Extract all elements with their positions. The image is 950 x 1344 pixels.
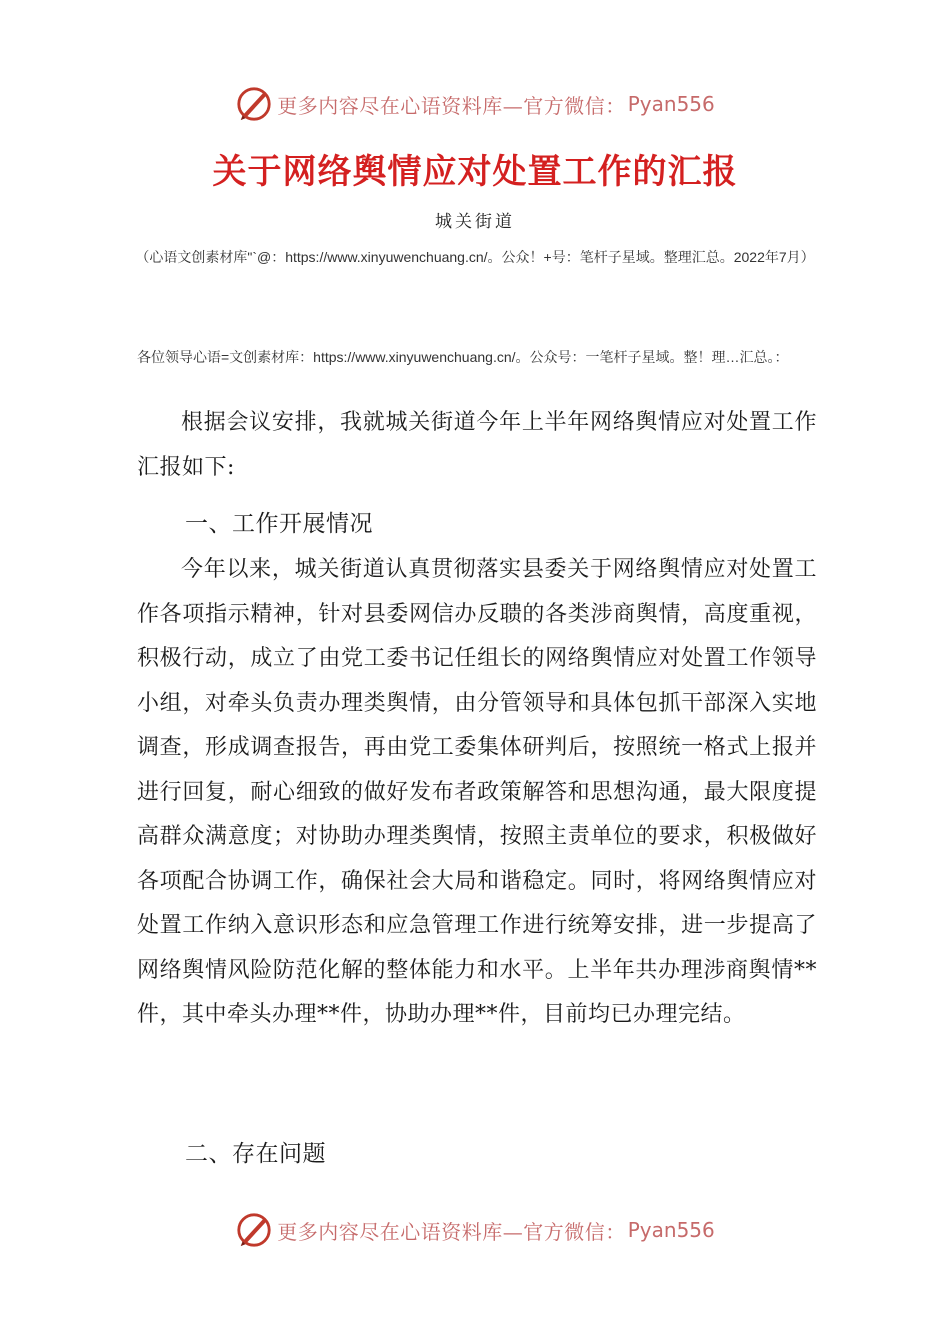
section-heading-2: 二、存在问题: [185, 1141, 326, 1167]
intro-paragraph: 根据会议安排，我就城关街道今年上半年网络舆情应对处置工作汇报如下:: [137, 410, 817, 480]
salutation: 各位领导心语=文创素材库：https://www.xinyuwenchuang.cn/。公众号：一笔杆子星域。整！理…汇总。：: [137, 349, 789, 365]
watermark-text: 更多内容尽在心语资料库—官方微信：: [277, 1219, 626, 1244]
section-heading-1: 一、工作开展情况: [185, 511, 373, 537]
source-note: （心语文创素材库"`@：https://www.xinyuwenchuang.cn/。公众！+号：笔杆子星域。整理汇总。2022年7月）: [135, 249, 815, 265]
document-title: 关于网络舆情应对处置工作的汇报: [212, 152, 738, 192]
document-author: 城关街道: [435, 212, 515, 232]
watermark-banner-bottom: [0, 1208, 950, 1252]
watermark-handle: Pyan556: [627, 92, 715, 116]
pen-logo-icon: [235, 85, 273, 123]
pen-logo-icon: [235, 1211, 273, 1249]
section-body-1: 今年以来，城关街道认真贯彻落实县委关于网络舆情应对处置工作各项指示精神，针对县委网信办反聩的各类涉商舆情，高度重视，积极行动，成立了由党工委书记任组长的网络舆情应对处置工作领导小组，对牵头负责办理类舆情，由分管领导和具体包抓干部深入实地调查，形成调查报告，再由党工委集体研判后，按照统一格式上报并进行回复，耐心细致的做好发布者政策解答和思想沟通，最大限度提高群众满意度；对协助办理类舆情，按照主责单位的要求，积极做好各项配合协调工作，确保社会大局和谐稳定。同时，将网络舆情应对处置工作纳入意识形态和应急管理工作进行统筹安排，进一步提高了网络舆情风险防范化解的整体能力和水平。上半年共办理涉商舆情**件，其中牵头办理**件，协助办理**件，目前均已办理完结。: [137, 557, 817, 1027]
watermark-handle: Pyan556: [627, 1218, 715, 1242]
watermark-banner-top: [0, 82, 950, 126]
watermark-text: 更多内容尽在心语资料库—官方微信：: [277, 93, 626, 118]
